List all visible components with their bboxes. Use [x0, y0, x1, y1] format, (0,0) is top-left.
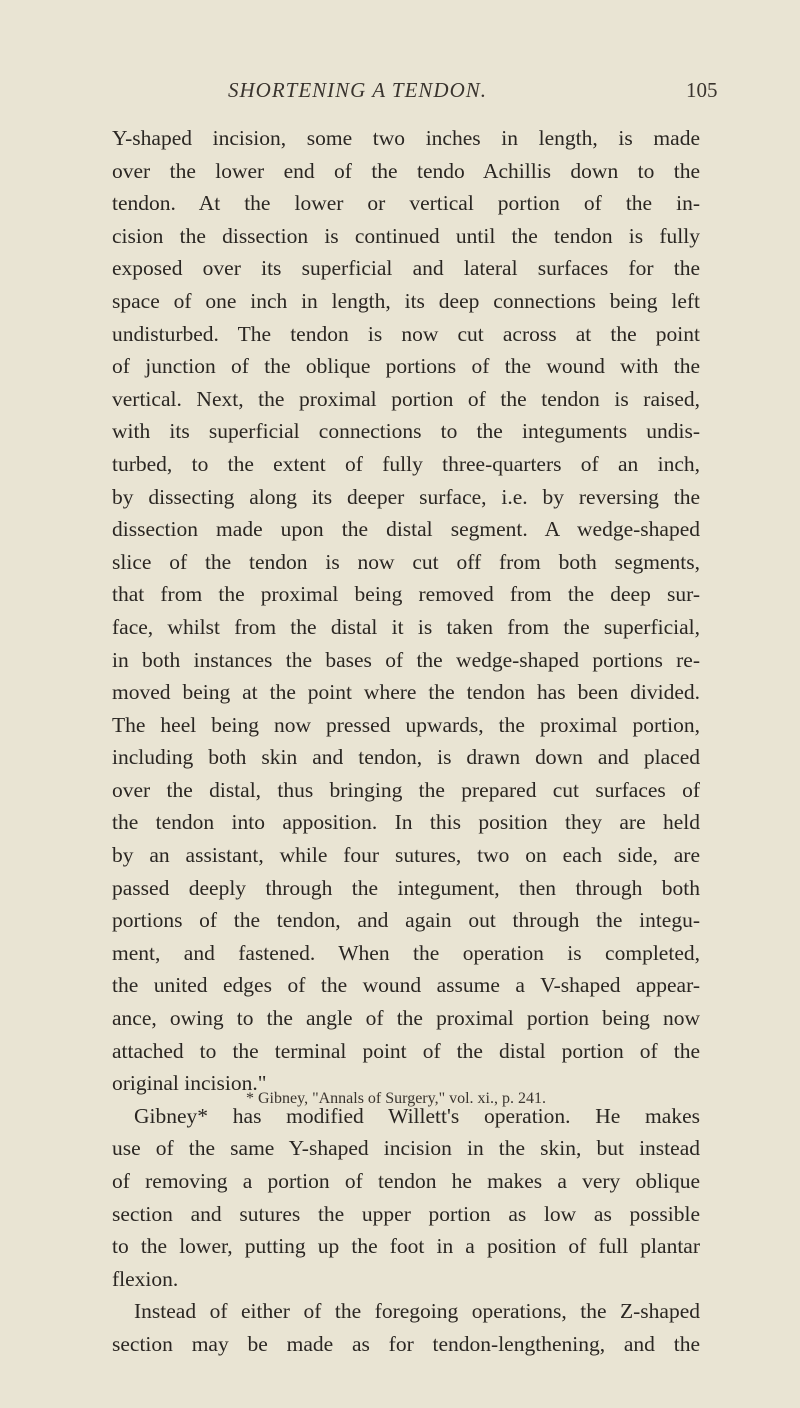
- text-line: the tendon into apposition. In this position they are held: [112, 810, 700, 835]
- text-line: by dissecting along its deeper surface, i.e. by reversing the: [112, 484, 700, 509]
- text-line: with its superficial connections to the integuments undis-: [112, 419, 700, 444]
- text-line: in both instances the bases of the wedge-shaped portions re-: [112, 647, 700, 672]
- body-text: [112, 122, 700, 1361]
- text-line: The heel being now pressed upwards, the proximal portion,: [112, 712, 700, 737]
- text-line: including both skin and tendon, is drawn down and placed: [112, 745, 700, 770]
- page-number: 105: [686, 78, 718, 102]
- text-line: original incision.": [112, 1071, 267, 1096]
- page-header: [0, 78, 800, 108]
- text-line: over the distal, thus bringing the prepared cut surfaces of: [112, 777, 700, 802]
- text-line: dissection made upon the distal segment. A wedge-shaped: [112, 517, 700, 542]
- text-line: Instead of either of the foregoing operations, the Z-shaped: [134, 1299, 700, 1324]
- text-line: ment, and fastened. When the operation is completed,: [112, 940, 700, 965]
- text-line: to the lower, putting up the foot in a position of full plantar: [112, 1234, 700, 1259]
- text-line: of removing a portion of tendon he makes a very oblique: [112, 1169, 700, 1193]
- text-line: tendon. At the lower or vertical portion of the in-: [112, 191, 700, 216]
- text-line: by an assistant, while four sutures, two on each side, are: [112, 843, 700, 868]
- text-line: portions of the tendon, and again out through the integu-: [112, 908, 700, 933]
- text-line: section and sutures the upper portion as low as possible: [112, 1201, 700, 1226]
- text-line: exposed over its superficial and lateral surfaces for the: [112, 256, 700, 281]
- text-line: over the lower end of the tendo Achillis down to the: [112, 158, 700, 183]
- footnote: * Gibney, "Annals of Surgery," vol. xi., p. 241.: [246, 1090, 546, 1107]
- text-line: that from the proximal being removed from the deep sur-: [112, 582, 700, 607]
- text-line: Y-shaped incision, some two inches in length, is made: [112, 126, 700, 150]
- text-line: slice of the tendon is now cut off from both segments,: [112, 549, 700, 574]
- text-line: space of one inch in length, its deep connections being left: [112, 288, 700, 313]
- text-line: flexion.: [112, 1266, 179, 1291]
- running-title: SHORTENING A TENDON.: [228, 78, 488, 102]
- text-line: face, whilst from the distal it is taken from the superficial,: [112, 614, 700, 639]
- text-line: ance, owing to the angle of the proximal portion being now: [112, 1006, 700, 1031]
- text-line: passed deeply through the integument, then through both: [112, 875, 700, 900]
- text-line: use of the same Y-shaped incision in the skin, but instead: [112, 1136, 700, 1161]
- text-line: undisturbed. The tendon is now cut across at the point: [112, 321, 700, 346]
- text-line: moved being at the point where the tendon has been divided.: [112, 680, 700, 705]
- text-line: vertical. Next, the proximal portion of the tendon is raised,: [112, 386, 700, 411]
- text-line: section may be made as for tendon-lengthening, and the: [112, 1331, 700, 1356]
- text-line: Gibney* has modified Willett's operation. He makes: [134, 1103, 700, 1128]
- text-line: of junction of the oblique portions of the wound with the: [112, 354, 700, 379]
- text-line: turbed, to the extent of fully three-quarters of an inch,: [112, 451, 700, 476]
- text-line: cision the dissection is continued until the tendon is fully: [112, 223, 700, 248]
- text-line: attached to the terminal point of the distal portion of the: [112, 1038, 700, 1063]
- text-line: the united edges of the wound assume a V-shaped appear-: [112, 973, 700, 998]
